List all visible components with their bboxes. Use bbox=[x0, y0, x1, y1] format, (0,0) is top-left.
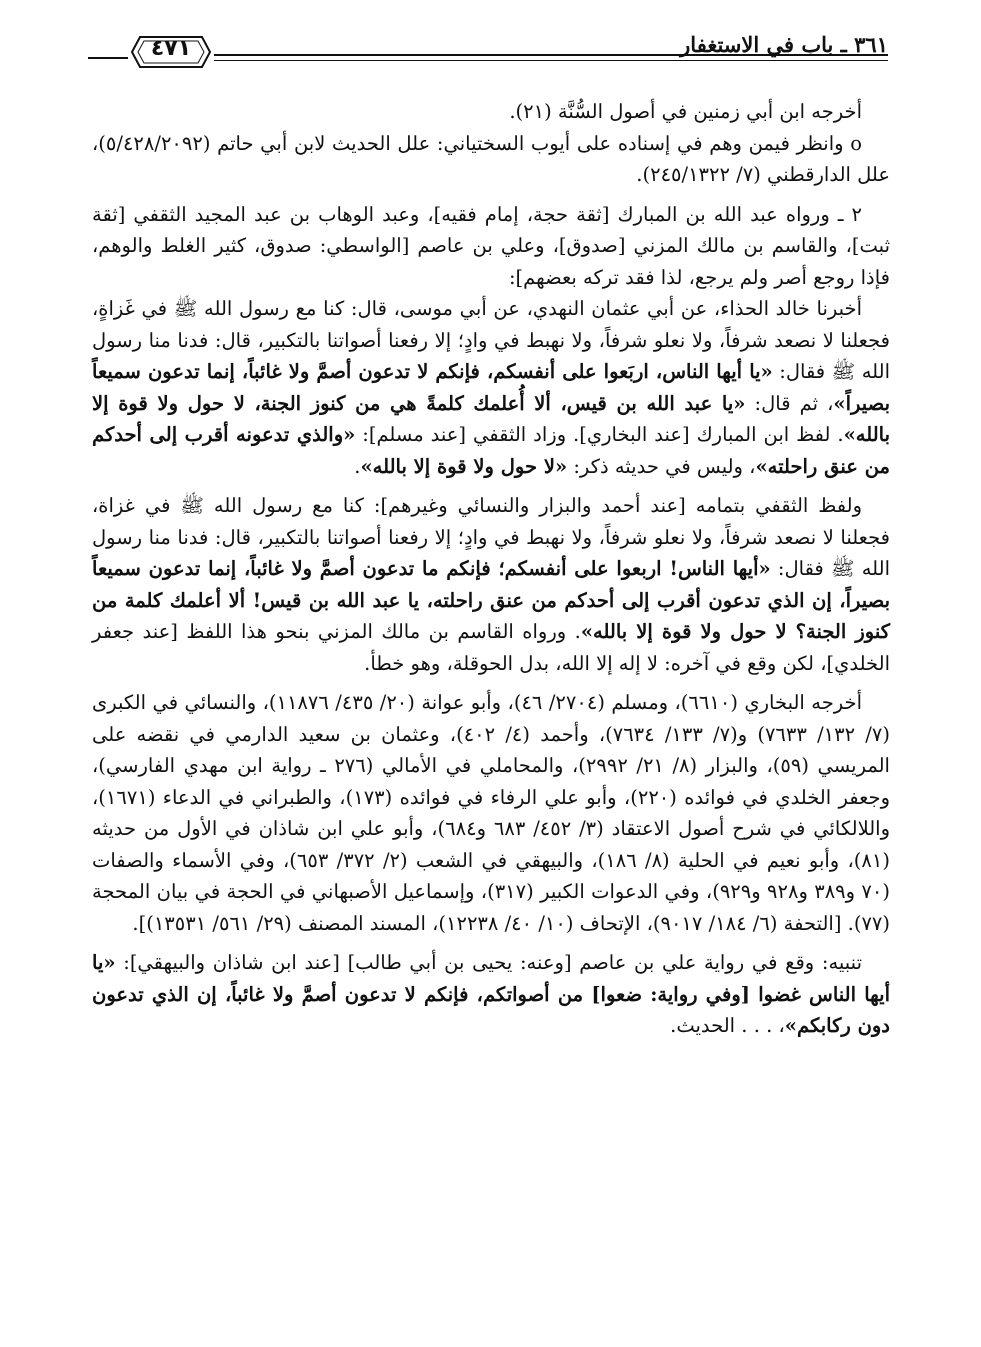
page-body bbox=[92, 96, 890, 1042]
text-segment: تنبيه: وقع في رواية علي بن عاصم [وعنه: يحيى بن أبي طالب] [عند ابن شاذان والبيهقي]: bbox=[115, 951, 862, 974]
paragraph-2 bbox=[92, 128, 890, 191]
text-segment: . ورواه القاسم بن مالك المزني بنحو هذا اللفظ [عند جعفر الخلدي]، لكن وقع في آخره: لا إله إلا الله، بدل الحوقلة، وهو خطأ. bbox=[92, 620, 890, 675]
text-segment: أخبرنا خالد الحذاء، عن أبي عثمان النهدي، عن أبي موسى، قال: كنا مع رسول الله ﷺ في غَزاةٍ، فجعلنا لا نصعد شرفاً، ولا نعلو شرفاً، ولا نهبط في وادٍ؛ إلا رفعنا أصواتنا بالتكبير، قال: فدنا منا رسول الله ﷺ فقال: bbox=[92, 297, 890, 383]
paragraph-6 bbox=[92, 687, 890, 939]
hadith-quote: «يا عبد الله بن قيس، ألا أُعلمك كلمةً هي من كنوز الجنة، لا حول ولا قوة إلا بالله» bbox=[92, 391, 891, 446]
chapter-title: ٣٦١ ـ باب في الاستغفار bbox=[680, 32, 888, 57]
text-segment: ولفظ الثقفي بتمامه [عند أحمد والبزار والنسائي وغيرهم]: كنا مع رسول الله ﷺ في غزاة، فجعلنا لا نصعد شرفاً، ولا نعلو شرفاً، ولا نهبط في وادٍ؛ إلا رفعنا أصواتنا بالتكبير، قال: فدنا منا رسول الله ﷺ فقال: bbox=[92, 494, 890, 580]
hadith-quote: «يا أيها الناس غضوا [وفي رواية: ضعوا] من أصواتكم، فإنكم لا تدعون أصمَّ ولا غائباً، إن الذي تدعون دون ركابكم» bbox=[92, 951, 890, 1037]
paragraph-7 bbox=[92, 947, 890, 1042]
page-header bbox=[88, 34, 888, 84]
hadith-quote: «يا أيها الناس، اربَعوا على أنفسكم، فإنكم لا تدعون أصمَّ ولا غائباً، إنما تدعون سميعاً بصيراً» bbox=[92, 360, 890, 415]
text-segment: . لفظ ابن المبارك [عند البخاري]. وزاد الثقفي [عند مسلم]: bbox=[355, 423, 844, 446]
hadith-quote: «أيها الناس! اربعوا على أنفسكم؛ فإنكم ما تدعون أصمَّ ولا غائباً، إنما تدعون سميعاً بصيراً، إن الذي تدعون أقرب إلى أحدكم من عنق راحلته، يا عبد الله بن قيس! ألا أعلمك كلمة من كنوز الجنة؟ لا حول ولا قوة إلا بالله» bbox=[92, 557, 890, 643]
header-rule-left bbox=[88, 57, 128, 59]
text-segment: ، وليس في حديثه ذكر: bbox=[567, 454, 756, 478]
text-segment: . bbox=[354, 454, 361, 478]
header-rule-bottom bbox=[214, 60, 888, 61]
hadith-quote: «والذي تدعونه أقرب إلى أحدكم من عنق راحلته» bbox=[92, 423, 890, 478]
page-number-frame bbox=[130, 34, 212, 70]
text-segment: o وانظر فيمن وهم في إسناده على أيوب السختياني: علل الحديث لابن أبي حاتم (٥/٤٢٨/٢٠٩٢)، علل الدارقطني (٧/ ٢٤٥/١٣٢٢). bbox=[92, 131, 890, 186]
text-segment: ، . . . الحديث. bbox=[670, 1014, 785, 1037]
hadith-quote: «لا حول ولا قوة إلا بالله» bbox=[360, 454, 568, 478]
paragraph-1 bbox=[92, 96, 890, 128]
paragraph-5 bbox=[92, 490, 890, 679]
paragraph-4 bbox=[92, 293, 890, 482]
page-number: ٤٧١ bbox=[150, 36, 192, 61]
text-segment: ، ثم قال: bbox=[745, 391, 834, 415]
paragraph-3 bbox=[92, 199, 890, 294]
text-segment: أخرجه ابن أبي زمنين في أصول السُّنَّة (٢١). bbox=[509, 100, 862, 123]
text-segment: أخرجه البخاري (٦٦١٠)، ومسلم (٢٧٠٤/ ٤٦)، وأبو عوانة (٢٠/ ٤٣٥/ ١١٨٧٦)، والنسائي في الكبرى (٧/ ١٣٢/ ٧٦٣٣) و(٧/ ١٣٣/ ٧٦٣٤)، وأحمد (٤/ ٤٠٢)، وعثمان بن سعيد الدارمي في نقضه على المريسي (٥٩)، والبزار (٨/ ٢١/ ٢٩٩٢)، والمحاملي في الأمالي (٢٧٦ ـ رواية ابن مهدي الفارسي)، وجعفر الخلدي في فوائده (٢٢٠)، وأبو علي الرفاء في فوائده (١٧٣)، والطبراني في الدعاء (١٦٧١)، واللالكائي في شرح أصول الاعتقاد (٣/ ٤٥٢/ ٦٨٣ و٦٨٤)، وأبو علي ابن شاذان في الأول من حديثه (٨١)، وأبو نعيم في الحلية (٨/ ١٨٦)، والبيهقي في الشعب (٢/ ٣٧٢/ ٦٥٣)، وفي الأسماء والصفات (٧٠ و٣٨٩ و٩٢٨ و٩٢٩)، وفي الدعوات الكبير (٣١٧)، وإسماعيل الأصبهاني في الحجة في بيان المحجة (٧٧). [التحفة (٦/ ١٨٤/ ٩٠١٧)، الإتحاف (١٠/ ٤٠/ ١٢٢٣٨)، المسند المصنف (٢٩/ ٥٦١/ ١٣٥٣١)]. bbox=[92, 691, 891, 935]
text-segment: ٢ ـ ورواه عبد الله بن المبارك [ثقة حجة، إمام فقيه]، وعبد الوهاب بن عبد المجيد الثقفي [ثقة ثبت]، والقاسم بن مالك المزني [صدوق]، وعلي بن عاصم [الواسطي: صدوق، كثير الغلط والوهم، فإذا روجع أصر ولم يرجع، لذا فقد تركه بعضهم]: bbox=[92, 202, 890, 289]
